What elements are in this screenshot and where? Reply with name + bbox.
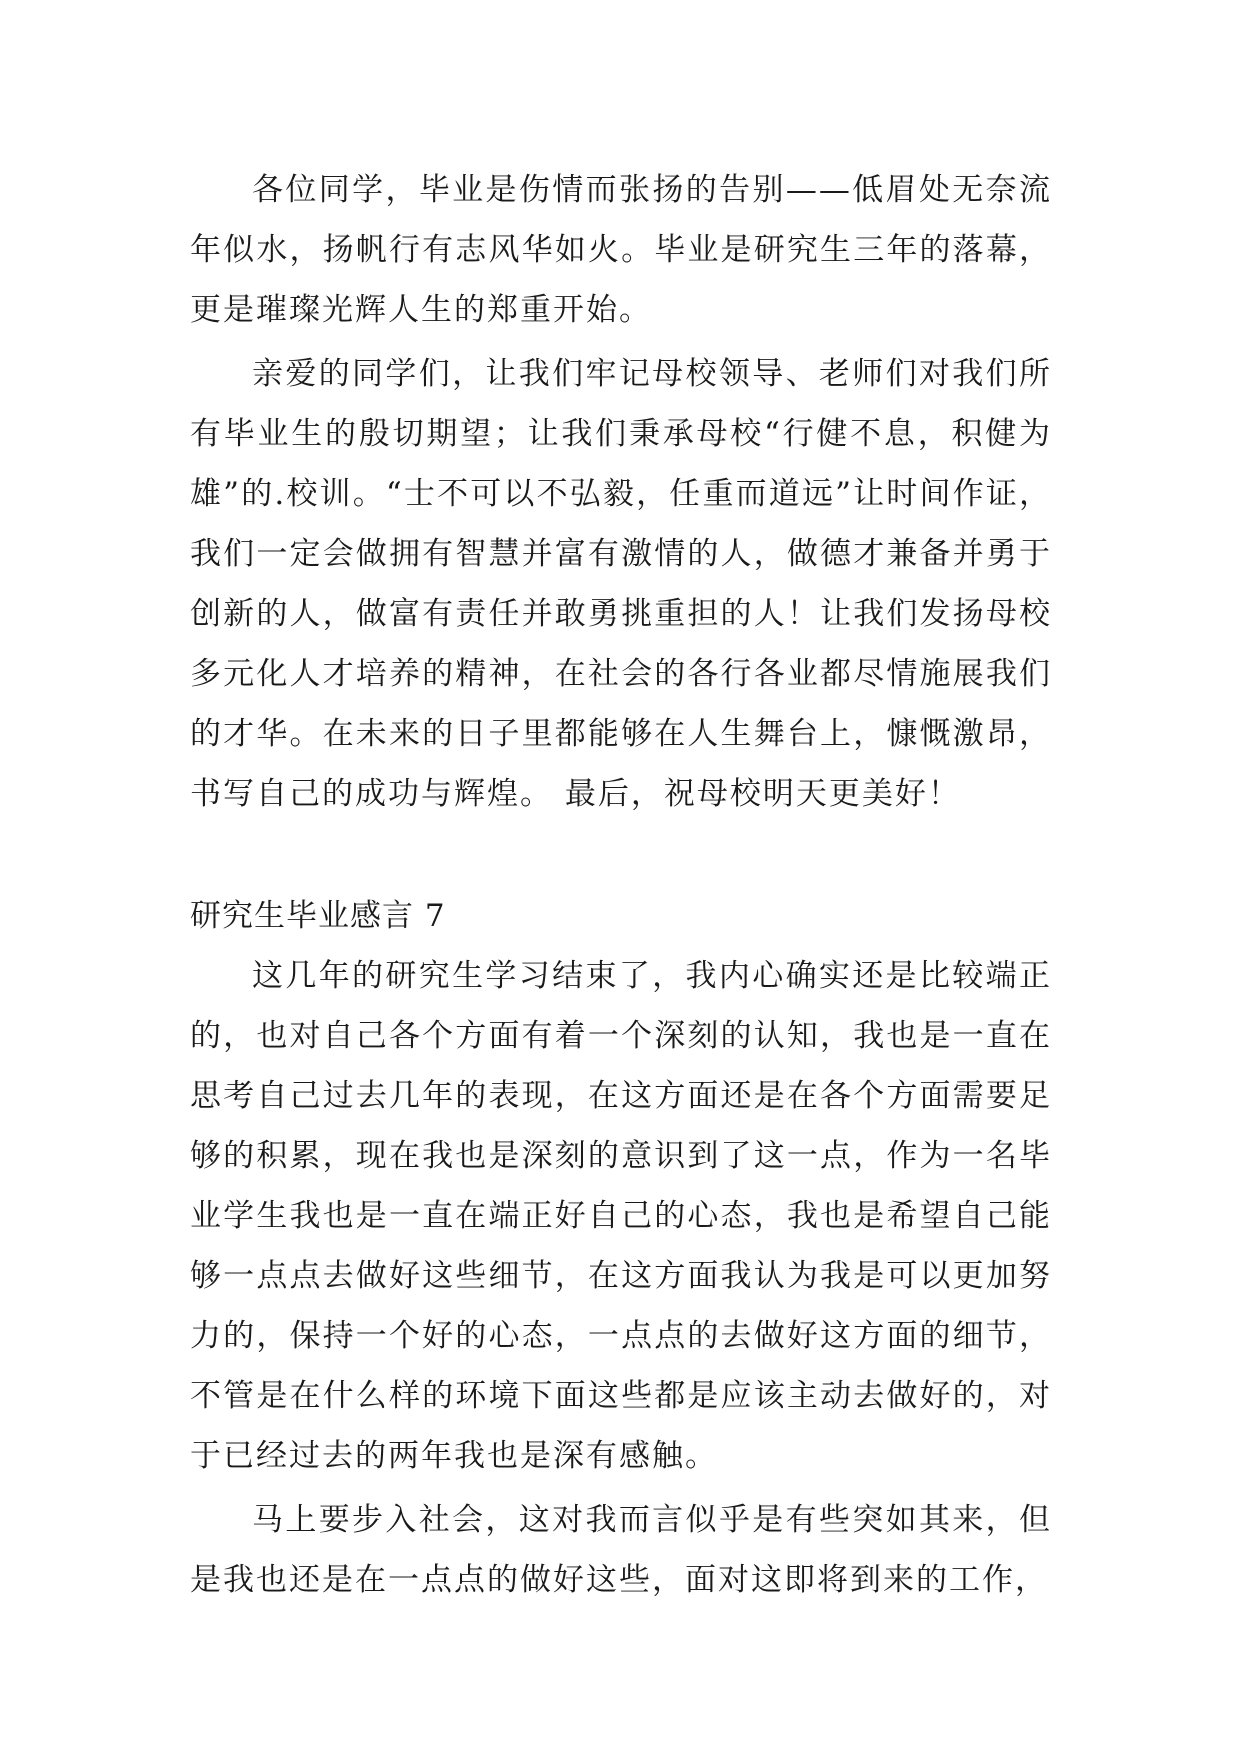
document-body (190, 160, 1052, 1610)
paragraph-wishes: 亲爱的同学们，让我们牢记母校领导、老师们对我们所有毕业生的殷切期望；让我们秉承母校“行健不息，积健为雄”的.校训。“士不可以不弘毅，任重而道远”让时间作证，我们一定会做拥有智慧并富有激情的人，做德才兼备并勇于创新的人，做富有责任并敢勇挑重担的人！让我们发扬母校多元化人才培养的精神，在社会的各行各业都尽情施展我们的才华。在未来的日子里都能够在人生舞台上，慷慨激昂，书写自己的成功与辉煌。 最后，祝母校明天更美好！ (190, 356, 1052, 812)
paragraph-entering-society: 马上要步入社会，这对我而言似乎是有些突如其来，但是我也还是在一点点的做好这些，面对这即将到来的工作， (190, 1502, 1052, 1598)
paragraph-reflection: 这几年的研究生学习结束了，我内心确实还是比较端正的，也对自己各个方面有着一个深刻的认知，我也是一直在思考自己过去几年的表现，在这方面还是在各个方面需要足够的积累，现在我也是深刻的意识到了这一点，作为一名毕业学生我也是一直在端正好自己的心态，我也是希望自己能够一点点去做好这些细节，在这方面我认为我是可以更加努力的，保持一个好的心态，一点点的去做好这方面的细节，不管是在什么样的环境下面这些都是应该主动去做好的，对于已经过去的两年我也是深有感触。 (190, 958, 1052, 1474)
paragraph-farewell: 各位同学，毕业是伤情而张扬的告别——低眉处无奈流年似水，扬帆行有志风华如火。毕业是研究生三年的落幕，更是璀璨光辉人生的郑重开始。 (190, 172, 1052, 328)
section-heading: 研究生毕业感言 7 (190, 898, 446, 934)
